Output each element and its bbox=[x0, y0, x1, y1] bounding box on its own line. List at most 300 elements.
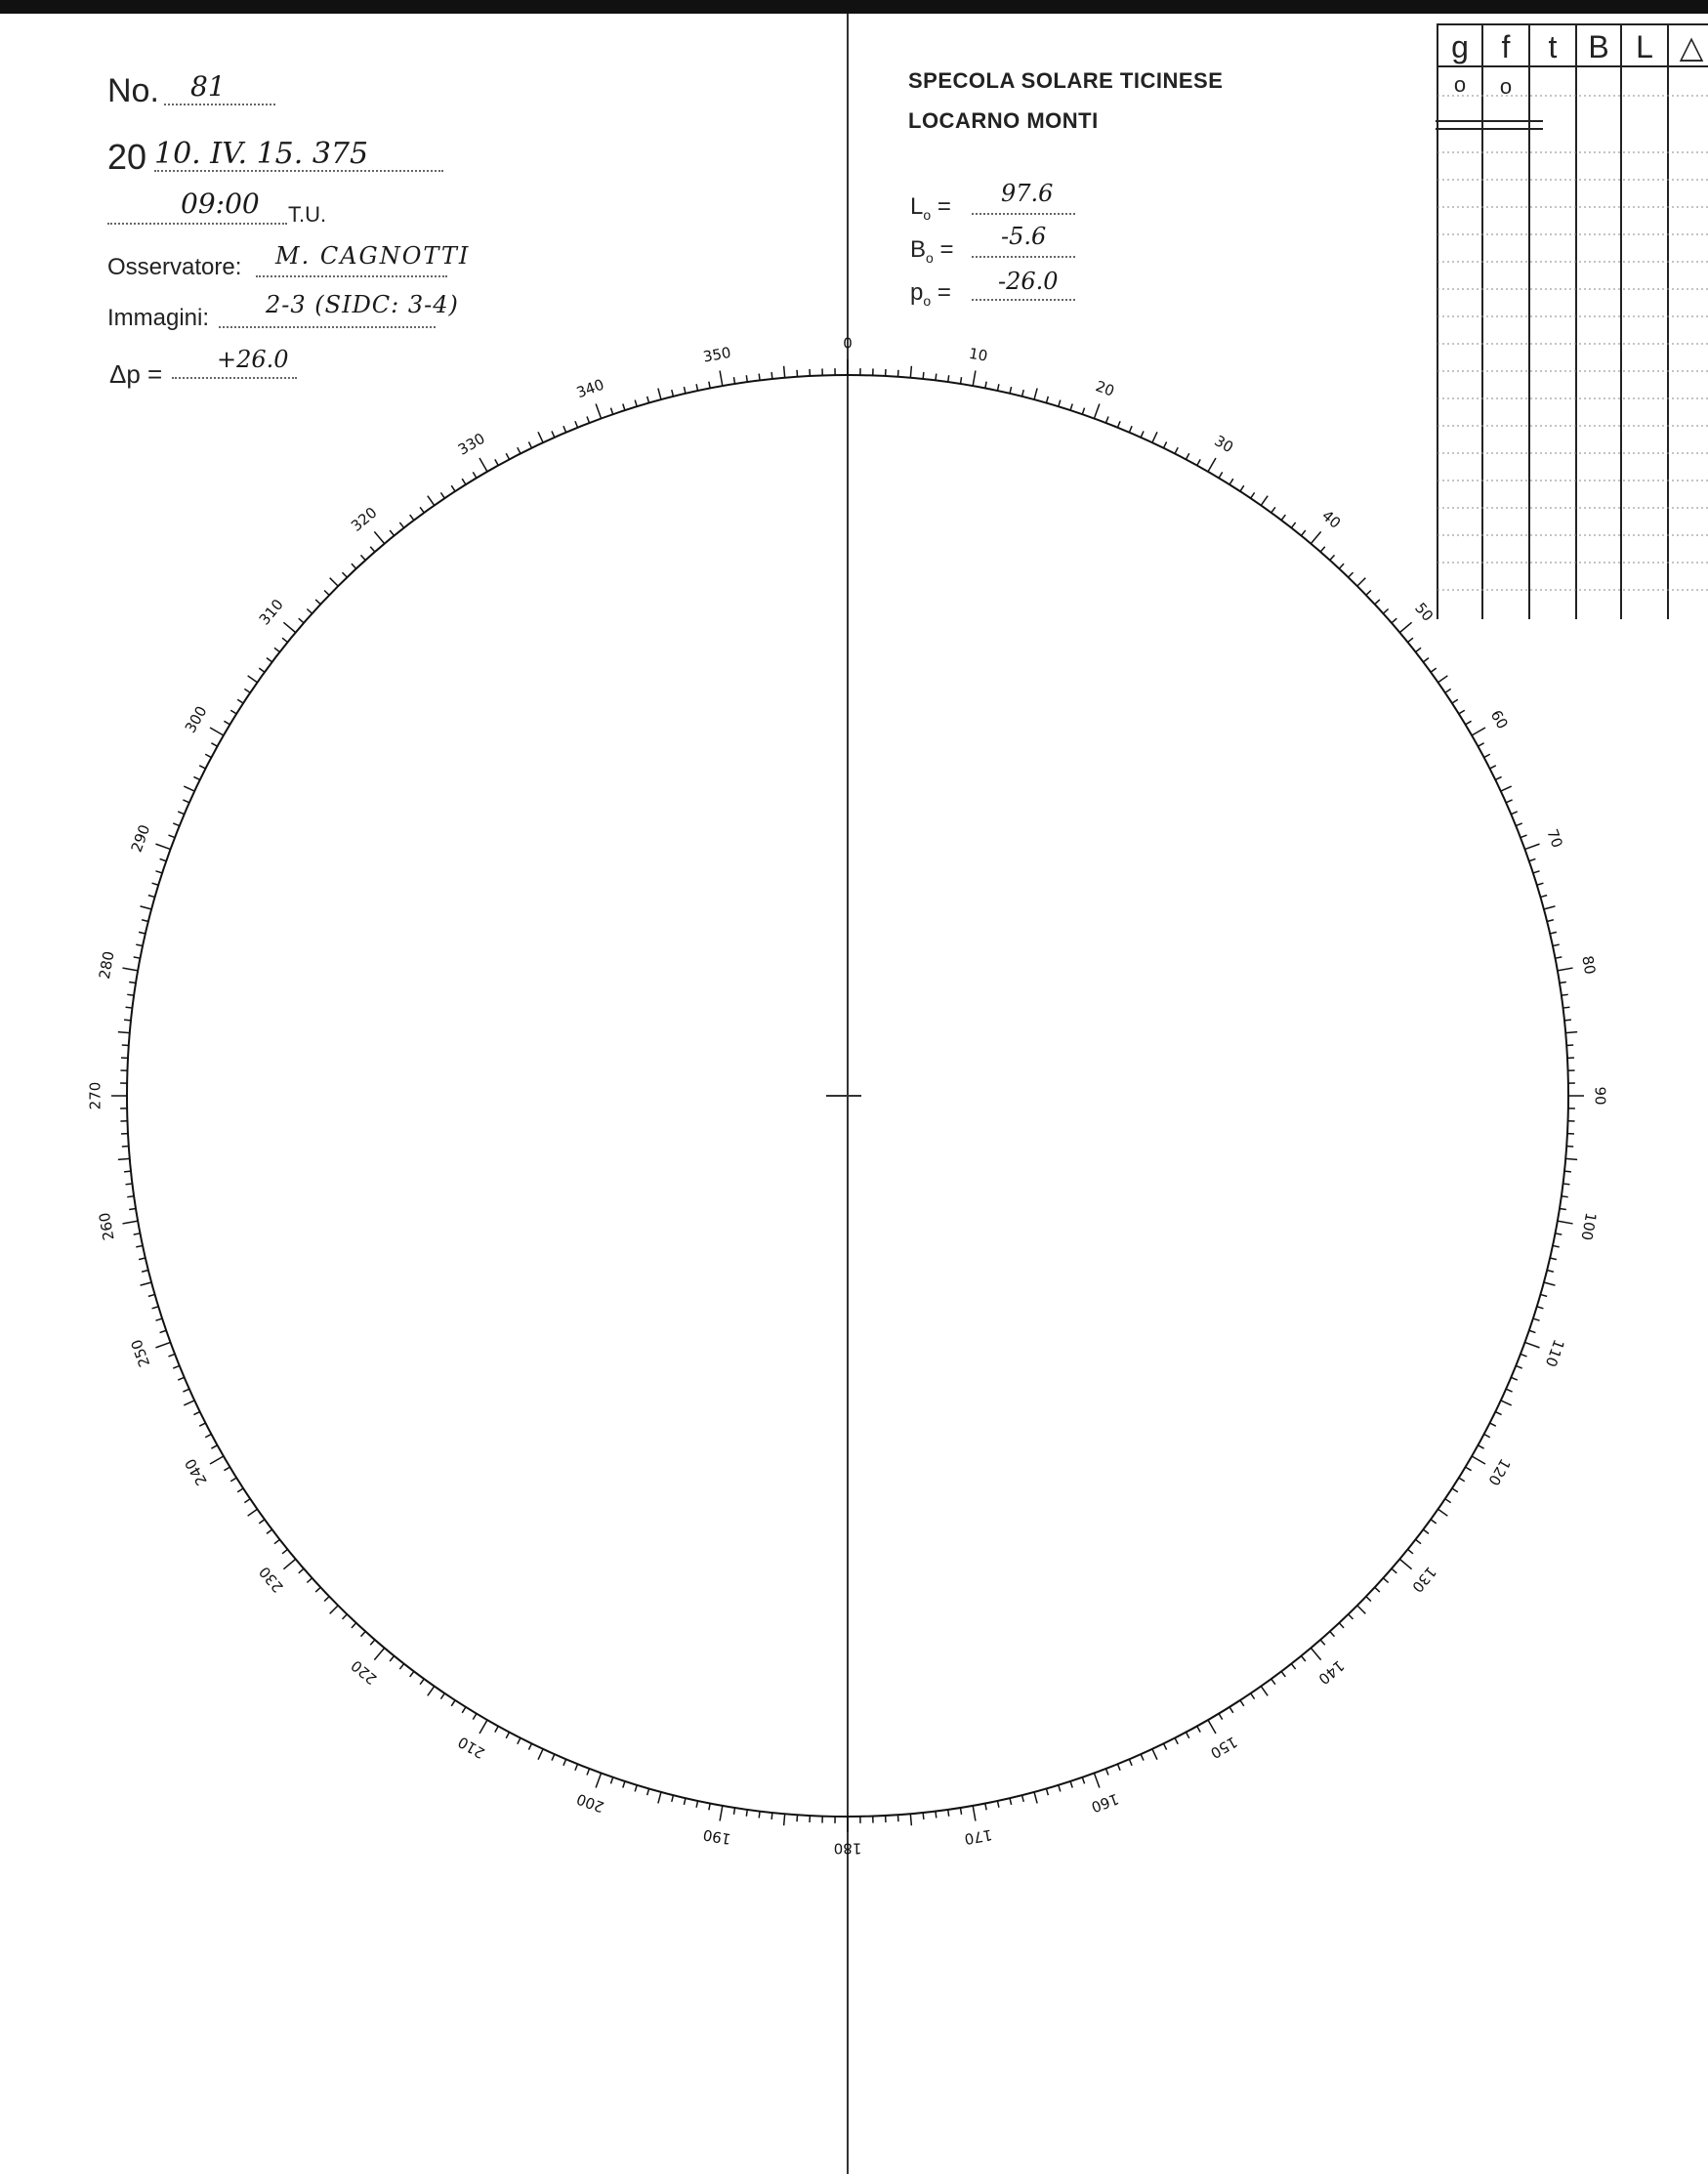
degree-tick bbox=[610, 1777, 612, 1784]
degree-tick bbox=[462, 479, 466, 484]
degree-tick bbox=[1240, 1700, 1244, 1706]
degree-label-320: 320 bbox=[347, 503, 381, 535]
degree-tick bbox=[1375, 600, 1380, 605]
degree-tick bbox=[759, 1811, 760, 1818]
degree-tick bbox=[230, 710, 236, 714]
degree-tick bbox=[1511, 812, 1517, 815]
degree-tick bbox=[1208, 458, 1216, 472]
degree-tick bbox=[184, 1401, 194, 1405]
degree-tick bbox=[184, 786, 194, 791]
degree-tick bbox=[720, 1806, 723, 1821]
degree-tick bbox=[1553, 1245, 1560, 1246]
degree-tick bbox=[1010, 1798, 1012, 1805]
degree-label-80: 80 bbox=[1578, 954, 1600, 977]
degree-tick bbox=[1431, 668, 1437, 672]
degree-label-190: 190 bbox=[701, 1825, 732, 1849]
degree-tick bbox=[1271, 1679, 1275, 1685]
degree-label-130: 130 bbox=[1408, 1563, 1440, 1597]
degree-tick bbox=[1445, 689, 1451, 692]
degree-tick bbox=[1046, 1788, 1048, 1795]
degree-tick bbox=[1524, 844, 1539, 849]
degree-tick bbox=[1152, 1749, 1157, 1760]
degree-tick bbox=[1558, 1221, 1573, 1224]
degree-tick bbox=[1141, 431, 1144, 437]
degree-tick bbox=[451, 485, 455, 491]
degree-tick bbox=[124, 1020, 131, 1021]
degree-label-70: 70 bbox=[1543, 826, 1566, 851]
degree-tick bbox=[1452, 699, 1458, 703]
degree-tick bbox=[506, 1733, 509, 1738]
degree-tick bbox=[352, 564, 356, 568]
degree-tick bbox=[160, 1330, 167, 1332]
degree-tick bbox=[374, 1648, 384, 1659]
degree-tick bbox=[1550, 1258, 1557, 1260]
degree-tick bbox=[495, 459, 498, 465]
degree-tick bbox=[1152, 432, 1157, 442]
degree-tick bbox=[1059, 400, 1061, 407]
degree-tick bbox=[178, 1377, 184, 1380]
degree-tick bbox=[1141, 1754, 1144, 1760]
degree-tick bbox=[148, 1294, 155, 1296]
time-value: 09:00 bbox=[181, 188, 260, 220]
degree-label-230: 230 bbox=[255, 1563, 287, 1597]
degree-tick bbox=[985, 382, 986, 389]
degree-tick bbox=[538, 1749, 543, 1760]
degree-tick bbox=[374, 531, 384, 543]
degree-tick bbox=[1229, 1707, 1233, 1713]
degree-tick bbox=[141, 906, 152, 909]
degree-tick bbox=[224, 1467, 229, 1471]
degree-tick bbox=[248, 1509, 258, 1516]
degree-tick bbox=[658, 1792, 661, 1804]
degree-tick bbox=[936, 374, 937, 381]
degree-tick bbox=[199, 766, 205, 769]
degree-tick bbox=[1466, 1467, 1472, 1471]
degree-tick bbox=[1105, 1769, 1108, 1776]
degree-tick bbox=[1516, 823, 1521, 826]
degree-tick bbox=[1261, 496, 1268, 506]
degree-tick bbox=[1330, 555, 1335, 560]
degree-tick bbox=[960, 1808, 961, 1815]
degree-tick bbox=[248, 676, 258, 683]
degree-tick bbox=[1070, 1781, 1072, 1788]
cell-f-row1: o bbox=[1499, 74, 1513, 99]
degree-tick bbox=[1506, 1389, 1512, 1392]
degree-tick bbox=[282, 638, 287, 642]
degree-tick bbox=[1511, 1377, 1517, 1380]
degree-tick bbox=[1565, 1032, 1577, 1033]
l0-value: 97.6 bbox=[1001, 180, 1054, 207]
delta-p-value: +26.0 bbox=[217, 346, 289, 373]
degree-tick bbox=[1281, 515, 1285, 521]
degree-tick bbox=[1291, 523, 1295, 528]
degree-tick bbox=[1423, 658, 1429, 662]
degree-tick bbox=[1022, 390, 1024, 397]
degree-tick bbox=[495, 1726, 498, 1732]
degree-tick bbox=[1550, 932, 1557, 934]
degree-label-10: 10 bbox=[967, 344, 989, 365]
degree-tick bbox=[473, 472, 477, 478]
degree-tick bbox=[126, 1184, 133, 1185]
degree-tick bbox=[440, 1693, 444, 1699]
degree-tick bbox=[299, 618, 304, 623]
degree-tick bbox=[684, 387, 686, 394]
degree-tick bbox=[696, 384, 697, 391]
degree-tick bbox=[1281, 1671, 1285, 1677]
degree-tick bbox=[136, 944, 143, 945]
degree-tick bbox=[155, 1342, 170, 1347]
b0-value: -5.6 bbox=[1001, 223, 1047, 250]
degree-tick bbox=[155, 1318, 162, 1320]
degree-tick bbox=[1564, 1020, 1571, 1021]
degree-tick bbox=[307, 1578, 312, 1583]
degree-tick bbox=[1562, 1184, 1569, 1185]
degree-tick bbox=[1291, 1664, 1295, 1670]
degree-label-30: 30 bbox=[1211, 432, 1237, 457]
degree-tick bbox=[1529, 858, 1536, 860]
degree-tick bbox=[127, 1196, 134, 1197]
degree-tick bbox=[1544, 906, 1556, 909]
degree-tick bbox=[129, 1208, 136, 1209]
degree-tick bbox=[1197, 459, 1200, 465]
degree-tick bbox=[784, 366, 785, 378]
degree-tick bbox=[205, 1434, 211, 1437]
degree-tick bbox=[1540, 896, 1547, 898]
degree-tick bbox=[1416, 1539, 1422, 1543]
degree-tick bbox=[1046, 397, 1048, 403]
observer-label: Osservatore: bbox=[107, 254, 242, 280]
degree-tick bbox=[1320, 1640, 1325, 1645]
degree-tick bbox=[1540, 1294, 1547, 1296]
degree-label-160: 160 bbox=[1088, 1789, 1122, 1817]
degree-tick bbox=[136, 1245, 143, 1246]
degree-tick bbox=[1392, 618, 1396, 623]
degree-label-100: 100 bbox=[1577, 1211, 1601, 1242]
degree-tick bbox=[1261, 1687, 1268, 1696]
col-header-delta: △ bbox=[1679, 29, 1704, 64]
degree-tick bbox=[635, 400, 637, 407]
degree-tick bbox=[910, 366, 911, 378]
degree-tick bbox=[910, 1814, 911, 1825]
degree-label-290: 290 bbox=[127, 821, 154, 856]
degree-tick bbox=[237, 1488, 243, 1492]
degree-tick bbox=[307, 608, 312, 613]
degree-tick bbox=[1416, 648, 1422, 651]
degree-tick bbox=[1375, 1587, 1380, 1592]
number-value: 81 bbox=[190, 70, 226, 103]
delta-p-label: Δp = bbox=[109, 359, 163, 389]
degree-tick bbox=[771, 1813, 772, 1819]
degree-tick bbox=[1082, 1777, 1084, 1784]
degree-tick bbox=[1271, 507, 1275, 513]
degree-tick bbox=[1445, 1499, 1451, 1503]
degree-label-280: 280 bbox=[95, 949, 118, 981]
degree-label-110: 110 bbox=[1541, 1336, 1568, 1370]
degree-tick bbox=[259, 1520, 265, 1524]
degree-tick bbox=[360, 1631, 365, 1636]
degree-tick bbox=[399, 1664, 403, 1670]
degree-tick bbox=[342, 1614, 347, 1619]
degree-tick bbox=[390, 1656, 394, 1661]
degree-tick bbox=[205, 754, 211, 757]
degree-tick bbox=[759, 374, 760, 381]
degree-tick bbox=[709, 1803, 710, 1810]
degree-tick bbox=[1501, 786, 1512, 791]
degree-tick bbox=[672, 390, 674, 397]
degree-tick bbox=[267, 1529, 272, 1533]
degree-tick bbox=[1558, 968, 1573, 971]
degree-label-220: 220 bbox=[347, 1656, 381, 1689]
p0-label: $p_o$ = bbox=[910, 279, 951, 309]
degree-tick bbox=[410, 515, 414, 521]
degree-tick bbox=[1408, 1549, 1413, 1553]
degree-tick bbox=[183, 1389, 188, 1392]
col-header-f: f bbox=[1501, 29, 1511, 64]
degree-tick bbox=[1383, 608, 1388, 613]
degree-tick bbox=[462, 1707, 466, 1713]
images-value: 2-3 (SIDC: 3-4) bbox=[266, 291, 459, 318]
degree-tick bbox=[152, 883, 159, 885]
degree-tick bbox=[1251, 1693, 1255, 1699]
degree-tick bbox=[1490, 1423, 1496, 1426]
degree-tick bbox=[1383, 1578, 1388, 1583]
degree-tick bbox=[1357, 1606, 1365, 1613]
degree-tick bbox=[139, 1258, 146, 1260]
degree-tick bbox=[352, 1623, 356, 1628]
degree-tick bbox=[1537, 1307, 1544, 1309]
degree-tick bbox=[230, 1478, 236, 1482]
degree-tick bbox=[948, 375, 949, 382]
degree-tick bbox=[451, 1700, 455, 1706]
degree-tick bbox=[1495, 1412, 1501, 1415]
degree-tick bbox=[274, 648, 280, 651]
degree-tick bbox=[1366, 590, 1371, 595]
degree-tick bbox=[134, 1233, 141, 1234]
degree-tick bbox=[1219, 1714, 1223, 1720]
degree-tick bbox=[283, 622, 295, 632]
degree-tick bbox=[1459, 1478, 1465, 1482]
degree-tick bbox=[997, 384, 998, 391]
degree-tick bbox=[923, 372, 924, 379]
degree-tick bbox=[330, 578, 338, 586]
degree-tick bbox=[985, 1803, 986, 1810]
degree-tick bbox=[1472, 728, 1485, 735]
degree-tick bbox=[210, 728, 224, 735]
degree-tick bbox=[139, 932, 146, 934]
degree-label-260: 260 bbox=[95, 1211, 118, 1242]
degree-tick bbox=[224, 721, 229, 725]
degree-tick bbox=[1501, 1401, 1512, 1405]
degree-label-300: 300 bbox=[181, 702, 211, 736]
institution-location: LOCARNO MONTI bbox=[908, 108, 1099, 133]
degree-label-150: 150 bbox=[1207, 1733, 1241, 1763]
degree-tick bbox=[1094, 403, 1099, 418]
degree-tick bbox=[1399, 622, 1411, 632]
degree-label-330: 330 bbox=[454, 429, 488, 459]
degree-tick bbox=[1408, 638, 1413, 642]
degree-label-240: 240 bbox=[181, 1455, 211, 1489]
degree-tick bbox=[1349, 572, 1354, 577]
col-header-b: B bbox=[1588, 29, 1609, 64]
degree-tick bbox=[1175, 1738, 1178, 1744]
degree-label-120: 120 bbox=[1484, 1455, 1515, 1489]
degree-tick bbox=[1565, 1158, 1577, 1159]
degree-tick bbox=[410, 1671, 414, 1677]
cell-g-row1: o bbox=[1453, 72, 1467, 97]
degree-tick bbox=[1117, 1764, 1120, 1770]
degree-tick bbox=[684, 1798, 686, 1805]
degree-tick bbox=[324, 590, 329, 595]
p0-value: -26.0 bbox=[998, 268, 1059, 295]
degree-tick bbox=[160, 858, 167, 860]
degree-tick bbox=[596, 403, 601, 418]
degree-label-50: 50 bbox=[1411, 599, 1437, 625]
degree-tick bbox=[134, 957, 141, 958]
degree-tick bbox=[1431, 1520, 1437, 1524]
degree-tick bbox=[118, 1158, 130, 1159]
degree-tick bbox=[1562, 1007, 1569, 1008]
degree-tick bbox=[647, 1788, 649, 1795]
degree-tick bbox=[1452, 1488, 1458, 1492]
degree-tick bbox=[282, 1549, 287, 1553]
degree-label-170: 170 bbox=[963, 1825, 994, 1849]
degree-tick bbox=[587, 1769, 590, 1776]
degree-tick bbox=[1506, 800, 1512, 803]
degree-tick bbox=[1082, 408, 1084, 415]
degree-label-200: 200 bbox=[573, 1789, 607, 1817]
degree-tick bbox=[428, 496, 435, 506]
b0-label: $B_o$ = bbox=[910, 236, 954, 266]
degree-tick bbox=[709, 382, 710, 389]
col-header-t: t bbox=[1548, 29, 1558, 64]
degree-label-140: 140 bbox=[1314, 1656, 1349, 1689]
col-header-l: L bbox=[1636, 29, 1653, 64]
degree-tick bbox=[324, 1597, 329, 1602]
degree-label-270: 270 bbox=[86, 1081, 104, 1110]
degree-tick bbox=[267, 658, 272, 662]
degree-tick bbox=[1129, 1759, 1132, 1765]
degree-tick bbox=[1562, 1196, 1568, 1197]
degree-tick bbox=[610, 408, 612, 415]
degree-tick bbox=[528, 1743, 531, 1749]
degree-tick bbox=[506, 453, 509, 459]
degree-tick bbox=[1175, 447, 1178, 453]
degree-tick bbox=[746, 375, 747, 382]
degree-tick bbox=[563, 1759, 566, 1765]
degree-tick bbox=[1301, 1656, 1305, 1661]
degree-tick bbox=[479, 458, 487, 472]
observer-value: M. CAGNOTTI bbox=[275, 242, 471, 270]
degree-tick bbox=[1070, 403, 1072, 410]
degree-tick bbox=[1524, 1342, 1539, 1347]
degree-tick bbox=[1529, 1330, 1536, 1332]
degree-tick bbox=[152, 1307, 159, 1309]
degree-tick bbox=[771, 372, 772, 379]
degree-tick bbox=[183, 800, 188, 803]
degree-tick bbox=[1490, 766, 1496, 769]
degree-tick bbox=[1311, 531, 1320, 543]
degree-tick bbox=[390, 530, 394, 535]
degree-tick bbox=[997, 1801, 998, 1808]
degree-tick bbox=[124, 1171, 131, 1172]
degree-tick bbox=[528, 441, 531, 447]
degree-tick bbox=[237, 699, 243, 703]
degree-label-210: 210 bbox=[454, 1733, 488, 1763]
degree-tick bbox=[587, 416, 590, 423]
degree-label-350: 350 bbox=[701, 343, 732, 366]
degree-tick bbox=[623, 1781, 625, 1788]
degree-tick bbox=[299, 1568, 304, 1573]
degree-tick bbox=[1392, 1568, 1396, 1573]
degree-tick bbox=[1560, 1208, 1566, 1209]
number-label: No. bbox=[107, 72, 159, 109]
degree-label-0: 0 bbox=[843, 334, 853, 353]
degree-tick bbox=[552, 1754, 555, 1760]
degree-tick bbox=[733, 1808, 734, 1815]
degree-tick bbox=[1117, 421, 1120, 427]
degree-tick bbox=[720, 370, 723, 386]
degree-tick bbox=[1478, 743, 1483, 746]
degree-tick bbox=[1059, 1785, 1061, 1792]
images-label: Immagini: bbox=[107, 305, 210, 331]
degree-tick bbox=[784, 1814, 785, 1825]
degree-tick bbox=[936, 1811, 937, 1818]
degree-tick bbox=[1521, 1354, 1527, 1357]
degree-tick bbox=[1544, 1282, 1556, 1285]
degree-tick bbox=[623, 403, 625, 410]
degree-tick bbox=[1478, 1445, 1483, 1448]
degree-tick bbox=[1320, 547, 1325, 552]
degree-tick bbox=[148, 896, 155, 898]
degree-tick bbox=[1105, 416, 1108, 423]
degree-tick bbox=[210, 1456, 224, 1464]
degree-tick bbox=[420, 1679, 424, 1685]
degree-tick bbox=[1564, 1171, 1571, 1172]
degree-tick bbox=[199, 1423, 205, 1426]
degree-tick bbox=[696, 1801, 697, 1808]
degree-tick bbox=[155, 871, 162, 873]
degree-tick bbox=[1219, 472, 1223, 478]
degree-tick bbox=[647, 397, 649, 403]
degree-tick bbox=[428, 1687, 435, 1696]
degree-tick bbox=[244, 689, 250, 692]
degree-tick bbox=[1339, 564, 1344, 568]
degree-tick bbox=[440, 492, 444, 498]
degree-tick bbox=[370, 1640, 375, 1645]
degree-tick bbox=[259, 668, 265, 672]
time-unit: T.U. bbox=[288, 202, 327, 227]
degree-tick bbox=[1186, 453, 1188, 459]
degree-tick bbox=[283, 1559, 295, 1568]
degree-tick bbox=[1555, 1233, 1562, 1234]
degree-tick bbox=[1339, 1623, 1344, 1628]
degree-tick bbox=[178, 812, 184, 815]
degree-tick bbox=[1553, 944, 1560, 945]
degree-tick bbox=[315, 1587, 320, 1592]
degree-label-20: 20 bbox=[1093, 377, 1117, 400]
degree-tick bbox=[1484, 754, 1490, 757]
degree-tick bbox=[274, 1539, 280, 1543]
degree-tick bbox=[155, 844, 170, 849]
degree-tick bbox=[122, 1221, 138, 1224]
degree-tick bbox=[1466, 721, 1472, 725]
degree-tick bbox=[127, 994, 134, 995]
degree-tick bbox=[370, 547, 375, 552]
degree-tick bbox=[538, 432, 543, 442]
degree-tick bbox=[1484, 1434, 1490, 1437]
degree-tick bbox=[733, 377, 734, 384]
degree-tick bbox=[342, 572, 347, 577]
